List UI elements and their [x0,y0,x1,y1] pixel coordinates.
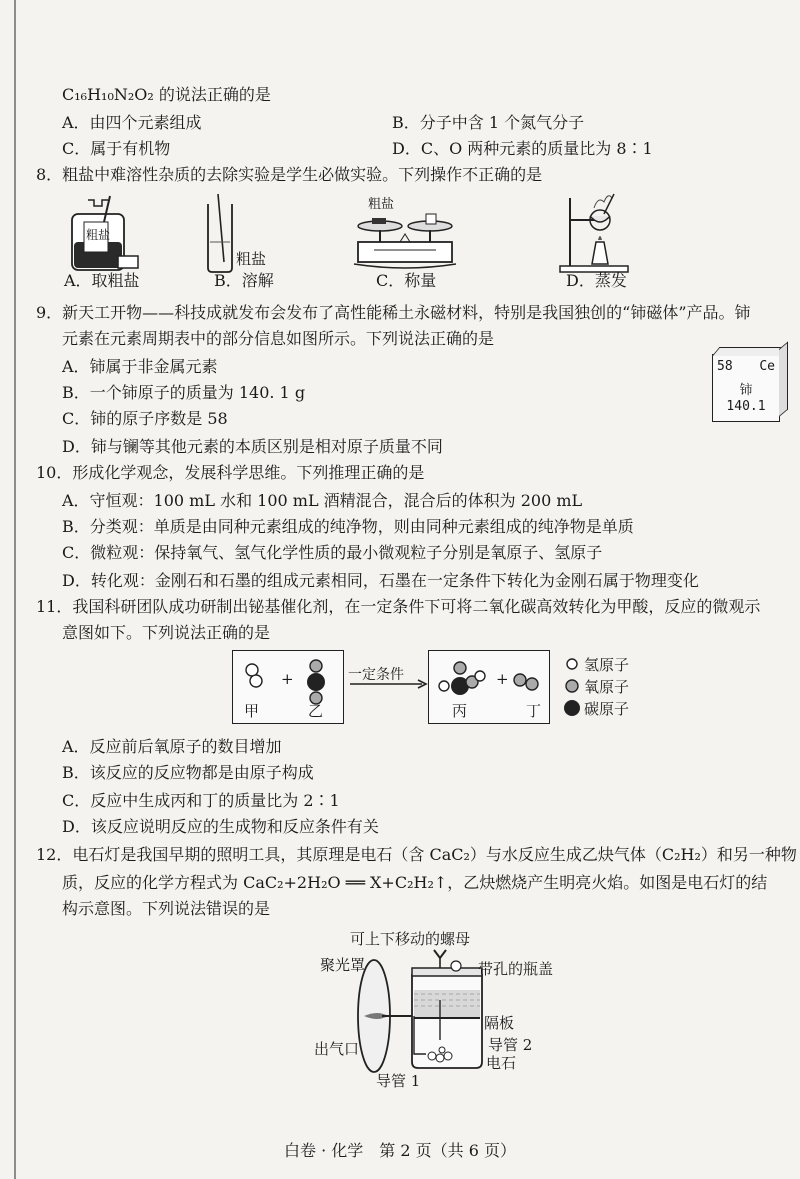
q10-stem: 10．形成化学观念，发展科学思维。下列推理正确的是 [36,463,425,482]
q9-option-a: A．铈属于非金属元素 [62,357,218,376]
q9-option-b: B．一个铈原子的质量为 140. 1 g [62,383,306,402]
q7-option-a: A．由四个元素组成 [62,113,202,132]
cerium-element-card [712,354,780,422]
q8-jar-label: 粗盐 [86,228,111,242]
q11-option-c: C．反应中生成丙和丁的质量比为 2∶1 [62,791,340,810]
q11-condition-label: 一定条件 [348,667,404,683]
q11-option-a: A．反应前后氧原子的数目增加 [62,737,282,756]
q8-balance-label: 粗盐 [368,197,395,212]
q9-option-d: D．铈与镧等其他元素的本质区别是相对原子质量不同 [62,437,443,456]
q10-option-b: B．分类观：单质是由同种元素组成的纯净物，则由同种元素组成的纯净物是单质 [62,517,634,536]
q7-option-d: D．C、O 两种元素的质量比为 8∶1 [392,139,653,158]
binding-line [14,0,16,1179]
q12-label-reflector: 聚光罩 [320,956,366,974]
q11-molecule-diagram [232,650,552,726]
q11-label-ding: 丁 [526,702,542,720]
q12-label-tube2: 导管 2 [488,1036,533,1054]
q10-option-d: D．转化观：金刚石和石墨的组成元素相同，石墨在一定条件下转化为金刚石属于物理变化 [62,571,699,590]
q11-option-d: D．该反应说明反应的生成物和反应条件有关 [62,817,379,836]
q8-option-c: C．称量 [376,271,437,290]
q11-option-b: B．该反应的反应物都是由原子构成 [62,763,314,782]
q9-option-c: C．铈的原子序数是 58 [62,409,228,428]
q10-option-a: A．守恒观：100 mL 水和 100 mL 酒精混合，混合后的体积为 200 mL [62,491,583,510]
q12-label-cap: 带孔的瓶盖 [478,960,554,978]
q11-plus-2: + [496,670,509,688]
q12-label-carbide: 电石 [486,1054,517,1072]
q12-label-plate: 隔板 [484,1014,515,1032]
q11-label-yi: 乙 [308,702,324,720]
q8-option-b: B．溶解 [214,271,274,290]
q9-stem-line2: 元素在元素周期表中的部分信息如图所示。下列说法正确的是 [62,329,495,348]
q10-option-c: C．微粒观：保持氧气、氢气化学性质的最小微观粒子分别是氧原子、氢原子 [62,543,603,562]
q7-stem: C₁₆H₁₀N₂O₂ 的说法正确的是 [62,85,271,104]
card-atomic-mass: 140.1 [726,399,766,414]
q7-option-b: B．分子中含 1 个氮气分子 [392,113,585,132]
q11-label-bing: 丙 [452,702,468,720]
q8-balance-figure [350,206,460,272]
q11-legend-carbon: 碳原子 [584,700,630,718]
q7-option-c: C．属于有机物 [62,139,171,158]
q12-label-tube1: 导管 1 [376,1072,421,1090]
q8-stem: 8．粗盐中难溶性杂质的去除实验是学生必做实验。下列操作不正确的是 [36,165,543,184]
card-atomic-number: 58 [717,359,733,374]
card-symbol: Ce [759,359,775,374]
q8-option-a: A．取粗盐 [64,271,140,290]
card-element-name: 铈 [739,383,753,398]
page-footer: 白卷 · 化学 第 2 页（共 6 页） [284,1141,516,1160]
q8-option-d: D．蒸发 [566,271,627,290]
q11-plus-1: + [281,670,294,688]
q12-stem-line2: 质，反应的化学方程式为 CaC₂+2H₂O ══ X+C₂H₂↑，乙炔燃烧产生明亮火焰。如图是电石灯的结 [62,873,768,892]
q11-stem-line1: 11．我国科研团队成功研制出铋基催化剂，在一定条件下可将二氧化碳高效转化为甲酸，反应的微观示 [36,597,761,616]
q8-evaporation-figure [556,188,632,276]
q11-legend-oxygen: 氧原子 [584,678,630,696]
q8-beaker-figure [200,192,240,276]
q11-stem-line2: 意图如下。下列说法正确的是 [62,623,271,642]
q11-legend-hydrogen: 氢原子 [584,656,630,674]
q12-stem-line1: 12．电石灯是我国早期的照明工具，其原理是电石（含 CaC₂）与水反应生成乙炔气体（C₂H₂）和另一种物 [36,845,797,864]
q9-stem-line1: 9．新天工开物——科技成就发布会发布了高性能稀土永磁材料，特别是我国独创的“铈磁体”产品。铈 [36,303,751,322]
q12-label-outlet: 出气口 [314,1040,360,1058]
q11-legend-icons [562,656,582,722]
q12-stem-line3: 构示意图。下列说法错误的是 [62,899,271,918]
q11-label-jia: 甲 [244,702,260,720]
q12-label-nut: 可上下移动的螺母 [350,930,471,948]
q8-beaker-label: 粗盐 [236,250,267,268]
